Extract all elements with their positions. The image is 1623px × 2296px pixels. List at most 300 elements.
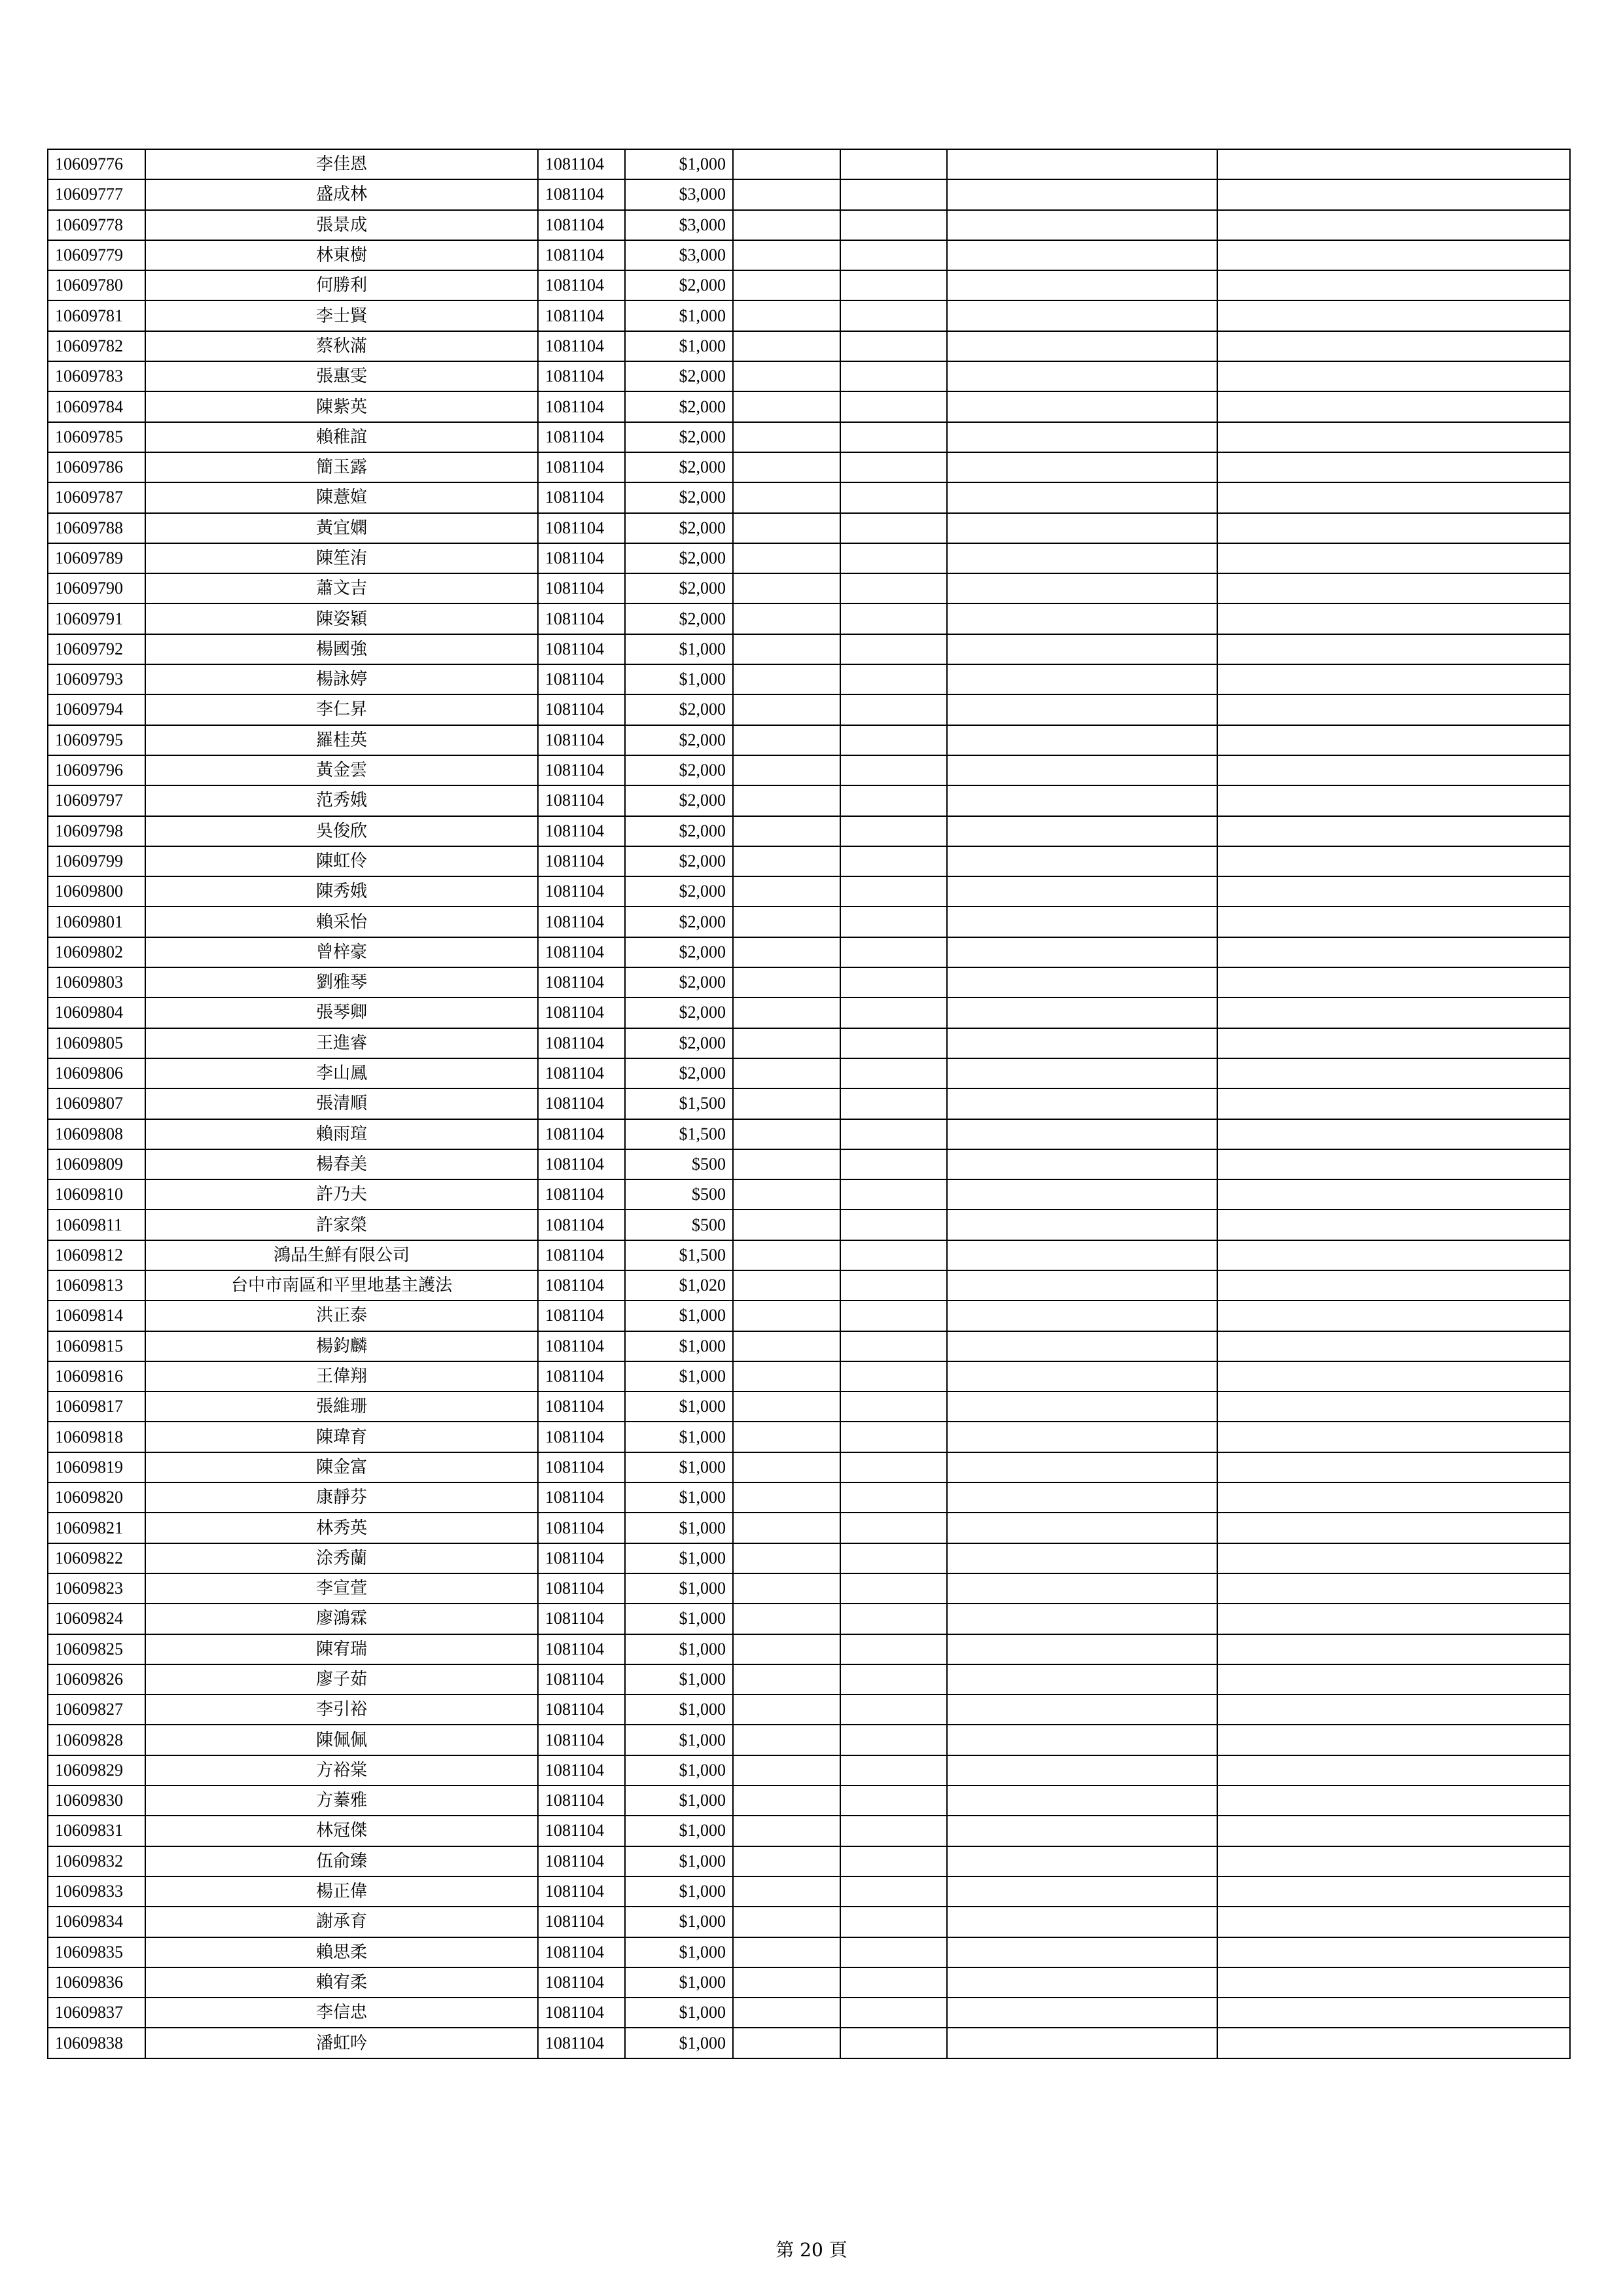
donor-name: 伍俞臻	[145, 1846, 538, 1876]
empty-cell	[1217, 1785, 1570, 1816]
empty-cell	[947, 1361, 1217, 1391]
receipt-number: 10609805	[48, 1028, 145, 1058]
empty-cell	[1217, 482, 1570, 512]
receipt-number: 10609789	[48, 543, 145, 573]
donor-name: 洪正泰	[145, 1300, 538, 1331]
empty-cell	[840, 1240, 947, 1270]
donation-date: 1081104	[538, 361, 625, 391]
donation-date: 1081104	[538, 816, 625, 846]
empty-cell	[947, 482, 1217, 512]
empty-cell	[840, 513, 947, 543]
donor-name: 賴稚誼	[145, 422, 538, 452]
donation-date: 1081104	[538, 573, 625, 603]
empty-cell	[1217, 1179, 1570, 1210]
receipt-number: 10609791	[48, 603, 145, 634]
empty-cell	[1217, 876, 1570, 906]
donation-date: 1081104	[538, 543, 625, 573]
receipt-number: 10609825	[48, 1634, 145, 1664]
empty-cell	[1217, 967, 1570, 997]
donation-date: 1081104	[538, 1543, 625, 1573]
donation-date: 1081104	[538, 179, 625, 209]
donor-name: 廖子茹	[145, 1664, 538, 1695]
empty-cell	[947, 300, 1217, 331]
receipt-number: 10609824	[48, 1604, 145, 1634]
donor-name: 陳笙洧	[145, 543, 538, 573]
donor-name: 陳瑋育	[145, 1422, 538, 1452]
empty-cell	[947, 422, 1217, 452]
donor-name: 張景成	[145, 210, 538, 240]
donation-amount: $2,000	[625, 603, 733, 634]
donation-date: 1081104	[538, 1028, 625, 1058]
table-row	[48, 1998, 1570, 2028]
empty-cell	[840, 876, 947, 906]
empty-cell	[1217, 210, 1570, 240]
empty-cell	[733, 1846, 840, 1876]
donation-amount: $2,000	[625, 543, 733, 573]
empty-cell	[840, 1846, 947, 1876]
empty-cell	[840, 331, 947, 361]
empty-cell	[947, 906, 1217, 937]
empty-cell	[733, 816, 840, 846]
donation-amount: $3,000	[625, 179, 733, 209]
empty-cell	[733, 1088, 840, 1119]
empty-cell	[733, 240, 840, 270]
empty-cell	[947, 1604, 1217, 1634]
donation-date: 1081104	[538, 1937, 625, 1967]
donor-name: 涂秀蘭	[145, 1543, 538, 1573]
table-row	[48, 179, 1570, 209]
donation-date: 1081104	[538, 1695, 625, 1725]
donor-name: 潘虹吟	[145, 2028, 538, 2058]
receipt-number: 10609797	[48, 785, 145, 816]
empty-cell	[840, 634, 947, 664]
empty-cell	[733, 1937, 840, 1967]
donation-date: 1081104	[538, 422, 625, 452]
empty-cell	[840, 1210, 947, 1240]
donor-name: 楊詠婷	[145, 664, 538, 694]
donor-name: 陳佩佩	[145, 1725, 538, 1755]
empty-cell	[733, 967, 840, 997]
empty-cell	[947, 1179, 1217, 1210]
empty-cell	[1217, 149, 1570, 179]
empty-cell	[1217, 1634, 1570, 1664]
donor-name: 陳薏媗	[145, 482, 538, 512]
empty-cell	[733, 1967, 840, 1998]
receipt-number: 10609818	[48, 1422, 145, 1452]
receipt-number: 10609806	[48, 1058, 145, 1088]
empty-cell	[1217, 452, 1570, 482]
donation-date: 1081104	[538, 694, 625, 725]
receipt-number: 10609803	[48, 967, 145, 997]
empty-cell	[840, 1695, 947, 1725]
receipt-number: 10609809	[48, 1149, 145, 1179]
empty-cell	[840, 1604, 947, 1634]
donor-name: 賴思柔	[145, 1937, 538, 1967]
donation-date: 1081104	[538, 1664, 625, 1695]
empty-cell	[947, 1482, 1217, 1513]
donation-amount: $500	[625, 1149, 733, 1179]
receipt-number: 10609777	[48, 179, 145, 209]
receipt-number: 10609807	[48, 1088, 145, 1119]
donation-amount: $2,000	[625, 846, 733, 876]
empty-cell	[947, 967, 1217, 997]
donation-date: 1081104	[538, 1725, 625, 1755]
empty-cell	[840, 1058, 947, 1088]
empty-cell	[1217, 179, 1570, 209]
donor-name: 簡玉露	[145, 452, 538, 482]
donor-name: 張惠雯	[145, 361, 538, 391]
donor-name: 張清順	[145, 1088, 538, 1119]
receipt-number: 10609793	[48, 664, 145, 694]
table-row	[48, 1452, 1570, 1482]
donation-date: 1081104	[538, 270, 625, 300]
empty-cell	[840, 694, 947, 725]
donation-date: 1081104	[538, 1604, 625, 1634]
empty-cell	[947, 1755, 1217, 1785]
empty-cell	[733, 1573, 840, 1604]
empty-cell	[733, 846, 840, 876]
empty-cell	[1217, 725, 1570, 755]
empty-cell	[947, 1088, 1217, 1119]
receipt-number: 10609826	[48, 1664, 145, 1695]
empty-cell	[1217, 906, 1570, 937]
receipt-number: 10609820	[48, 1482, 145, 1513]
receipt-number: 10609831	[48, 1816, 145, 1846]
donor-name: 賴宥柔	[145, 1967, 538, 1998]
empty-cell	[1217, 634, 1570, 664]
empty-cell	[840, 543, 947, 573]
empty-cell	[1217, 1119, 1570, 1149]
empty-cell	[1217, 1422, 1570, 1452]
donation-amount: $1,000	[625, 1725, 733, 1755]
empty-cell	[733, 694, 840, 725]
donation-amount: $3,000	[625, 210, 733, 240]
empty-cell	[1217, 1028, 1570, 1058]
table-row	[48, 1058, 1570, 1088]
donor-name: 王進睿	[145, 1028, 538, 1058]
empty-cell	[1217, 391, 1570, 422]
receipt-number: 10609785	[48, 422, 145, 452]
receipt-number: 10609837	[48, 1998, 145, 2028]
donor-name: 李士賢	[145, 300, 538, 331]
receipt-number: 10609828	[48, 1725, 145, 1755]
receipt-number: 10609780	[48, 270, 145, 300]
empty-cell	[733, 331, 840, 361]
donation-amount: $1,000	[625, 331, 733, 361]
donation-amount: $1,000	[625, 1876, 733, 1907]
empty-cell	[733, 1452, 840, 1482]
empty-cell	[947, 1240, 1217, 1270]
receipt-number: 10609779	[48, 240, 145, 270]
donation-amount: $2,000	[625, 573, 733, 603]
empty-cell	[840, 1119, 947, 1149]
receipt-number: 10609836	[48, 1967, 145, 1998]
empty-cell	[1217, 1967, 1570, 1998]
empty-cell	[840, 1270, 947, 1300]
donation-date: 1081104	[538, 1391, 625, 1422]
receipt-number: 10609838	[48, 2028, 145, 2058]
donor-name: 李宣萱	[145, 1573, 538, 1604]
table-row	[48, 876, 1570, 906]
donation-amount: $1,000	[625, 1391, 733, 1422]
empty-cell	[1217, 1695, 1570, 1725]
receipt-number: 10609782	[48, 331, 145, 361]
receipt-number: 10609811	[48, 1210, 145, 1240]
empty-cell	[733, 1543, 840, 1573]
empty-cell	[733, 1725, 840, 1755]
donation-date: 1081104	[538, 1573, 625, 1604]
donor-name: 黃宜嫻	[145, 513, 538, 543]
donation-amount: $1,000	[625, 1967, 733, 1998]
donor-name: 蔡秋滿	[145, 331, 538, 361]
empty-cell	[947, 1149, 1217, 1179]
donation-date: 1081104	[538, 482, 625, 512]
empty-cell	[733, 513, 840, 543]
empty-cell	[1217, 1210, 1570, 1240]
donor-name: 李仁昇	[145, 694, 538, 725]
empty-cell	[733, 1058, 840, 1088]
empty-cell	[733, 755, 840, 785]
donation-amount: $1,500	[625, 1119, 733, 1149]
empty-cell	[840, 300, 947, 331]
donation-date: 1081104	[538, 755, 625, 785]
table-row	[48, 634, 1570, 664]
empty-cell	[1217, 816, 1570, 846]
donation-date: 1081104	[538, 664, 625, 694]
empty-cell	[1217, 603, 1570, 634]
table-row	[48, 1664, 1570, 1695]
donor-name: 李引裕	[145, 1695, 538, 1725]
empty-cell	[947, 1634, 1217, 1664]
empty-cell	[1217, 1391, 1570, 1422]
table-row	[48, 1179, 1570, 1210]
receipt-number: 10609817	[48, 1391, 145, 1422]
donation-date: 1081104	[538, 210, 625, 240]
donation-date: 1081104	[538, 725, 625, 755]
empty-cell	[947, 937, 1217, 967]
donation-date: 1081104	[538, 1088, 625, 1119]
empty-cell	[947, 1543, 1217, 1573]
empty-cell	[733, 1634, 840, 1664]
empty-cell	[947, 1391, 1217, 1422]
empty-cell	[840, 846, 947, 876]
donation-amount: $2,000	[625, 997, 733, 1028]
empty-cell	[733, 1998, 840, 2028]
empty-cell	[733, 1361, 840, 1391]
empty-cell	[1217, 1543, 1570, 1573]
empty-cell	[840, 1149, 947, 1179]
donation-amount: $1,000	[625, 149, 733, 179]
empty-cell	[1217, 785, 1570, 816]
empty-cell	[733, 1907, 840, 1937]
empty-cell	[947, 1058, 1217, 1088]
donation-amount: $1,000	[625, 300, 733, 331]
empty-cell	[1217, 1937, 1570, 1967]
empty-cell	[840, 149, 947, 179]
donation-amount: $3,000	[625, 240, 733, 270]
receipt-number: 10609823	[48, 1573, 145, 1604]
donation-amount: $2,000	[625, 937, 733, 967]
receipt-number: 10609830	[48, 1785, 145, 1816]
empty-cell	[947, 1513, 1217, 1543]
donation-date: 1081104	[538, 1967, 625, 1998]
table-row	[48, 785, 1570, 816]
empty-cell	[1217, 755, 1570, 785]
donor-name: 楊國強	[145, 634, 538, 664]
donation-amount: $2,000	[625, 816, 733, 846]
empty-cell	[733, 785, 840, 816]
empty-cell	[947, 1876, 1217, 1907]
table-row	[48, 1391, 1570, 1422]
donation-ledger	[47, 149, 1569, 2059]
donation-date: 1081104	[538, 391, 625, 422]
empty-cell	[840, 1513, 947, 1543]
receipt-number: 10609794	[48, 694, 145, 725]
empty-cell	[733, 1876, 840, 1907]
donor-name: 李山鳳	[145, 1058, 538, 1088]
empty-cell	[1217, 1482, 1570, 1513]
receipt-number: 10609795	[48, 725, 145, 755]
donation-amount: $1,000	[625, 1543, 733, 1573]
table-row	[48, 543, 1570, 573]
empty-cell	[733, 603, 840, 634]
receipt-number: 10609790	[48, 573, 145, 603]
donation-date: 1081104	[538, 1785, 625, 1816]
ledger-body	[48, 149, 1570, 2058]
empty-cell	[947, 1573, 1217, 1604]
receipt-number: 10609821	[48, 1513, 145, 1543]
empty-cell	[947, 1452, 1217, 1482]
empty-cell	[840, 1937, 947, 1967]
table-row	[48, 1816, 1570, 1846]
donor-name: 盛成林	[145, 179, 538, 209]
empty-cell	[1217, 1513, 1570, 1543]
donation-date: 1081104	[538, 1331, 625, 1361]
donation-date: 1081104	[538, 1270, 625, 1300]
empty-cell	[733, 937, 840, 967]
empty-cell	[733, 1270, 840, 1300]
donor-name: 方裕棠	[145, 1755, 538, 1785]
donation-amount: $1,500	[625, 1088, 733, 1119]
empty-cell	[733, 1664, 840, 1695]
empty-cell	[840, 1573, 947, 1604]
table-row	[48, 725, 1570, 755]
donation-amount: $2,000	[625, 755, 733, 785]
donor-name: 方蓁雅	[145, 1785, 538, 1816]
empty-cell	[733, 1785, 840, 1816]
empty-cell	[733, 1695, 840, 1725]
donor-name: 康靜芬	[145, 1482, 538, 1513]
donation-amount: $2,000	[625, 876, 733, 906]
empty-cell	[840, 997, 947, 1028]
page-number: 第 20 頁	[776, 2239, 847, 2261]
donation-amount: $1,000	[625, 1937, 733, 1967]
empty-cell	[947, 1816, 1217, 1846]
donation-date: 1081104	[538, 1119, 625, 1149]
donor-name: 許乃夫	[145, 1179, 538, 1210]
donation-date: 1081104	[538, 1240, 625, 1270]
donation-amount: $1,000	[625, 1755, 733, 1785]
table-row	[48, 573, 1570, 603]
table-row	[48, 2028, 1570, 2058]
empty-cell	[1217, 1058, 1570, 1088]
empty-cell	[840, 1300, 947, 1331]
empty-cell	[947, 846, 1217, 876]
empty-cell	[947, 1664, 1217, 1695]
empty-cell	[1217, 1604, 1570, 1634]
donor-name: 林東樹	[145, 240, 538, 270]
donation-date: 1081104	[538, 967, 625, 997]
table-row	[48, 1907, 1570, 1937]
empty-cell	[1217, 1907, 1570, 1937]
donation-amount: $1,000	[625, 634, 733, 664]
empty-cell	[733, 1331, 840, 1361]
donation-amount: $1,000	[625, 1573, 733, 1604]
empty-cell	[733, 1391, 840, 1422]
empty-cell	[840, 452, 947, 482]
donation-date: 1081104	[538, 1210, 625, 1240]
donor-name: 吳俊欣	[145, 816, 538, 846]
donation-amount: $2,000	[625, 694, 733, 725]
empty-cell	[733, 1179, 840, 1210]
table-row	[48, 1785, 1570, 1816]
table-row	[48, 1028, 1570, 1058]
empty-cell	[947, 452, 1217, 482]
receipt-number: 10609804	[48, 997, 145, 1028]
empty-cell	[733, 1210, 840, 1240]
empty-cell	[840, 391, 947, 422]
table-row	[48, 240, 1570, 270]
donor-name: 林秀英	[145, 1513, 538, 1543]
empty-cell	[1217, 1876, 1570, 1907]
empty-cell	[947, 1300, 1217, 1331]
empty-cell	[947, 1967, 1217, 1998]
table-row	[48, 1210, 1570, 1240]
empty-cell	[733, 1028, 840, 1058]
empty-cell	[733, 1482, 840, 1513]
table-row	[48, 1149, 1570, 1179]
receipt-number: 10609798	[48, 816, 145, 846]
empty-cell	[1217, 694, 1570, 725]
table-row	[48, 664, 1570, 694]
receipt-number: 10609833	[48, 1876, 145, 1907]
table-row	[48, 755, 1570, 785]
table-row	[48, 816, 1570, 846]
receipt-number: 10609796	[48, 755, 145, 785]
table-row	[48, 149, 1570, 179]
empty-cell	[840, 240, 947, 270]
table-row	[48, 1755, 1570, 1785]
donor-name: 王偉翔	[145, 1361, 538, 1391]
donation-date: 1081104	[538, 1513, 625, 1543]
donation-date: 1081104	[538, 1361, 625, 1391]
table-row	[48, 210, 1570, 240]
table-row	[48, 1543, 1570, 1573]
donation-amount: $2,000	[625, 967, 733, 997]
donation-date: 1081104	[538, 876, 625, 906]
donation-date: 1081104	[538, 1058, 625, 1088]
donor-name: 李佳恩	[145, 149, 538, 179]
donation-date: 1081104	[538, 1452, 625, 1482]
empty-cell	[1217, 664, 1570, 694]
table-row	[48, 300, 1570, 331]
empty-cell	[947, 270, 1217, 300]
empty-cell	[947, 664, 1217, 694]
donation-amount: $1,000	[625, 1664, 733, 1695]
empty-cell	[947, 1998, 1217, 2028]
donor-name: 楊春美	[145, 1149, 538, 1179]
donation-amount: $1,000	[625, 1695, 733, 1725]
